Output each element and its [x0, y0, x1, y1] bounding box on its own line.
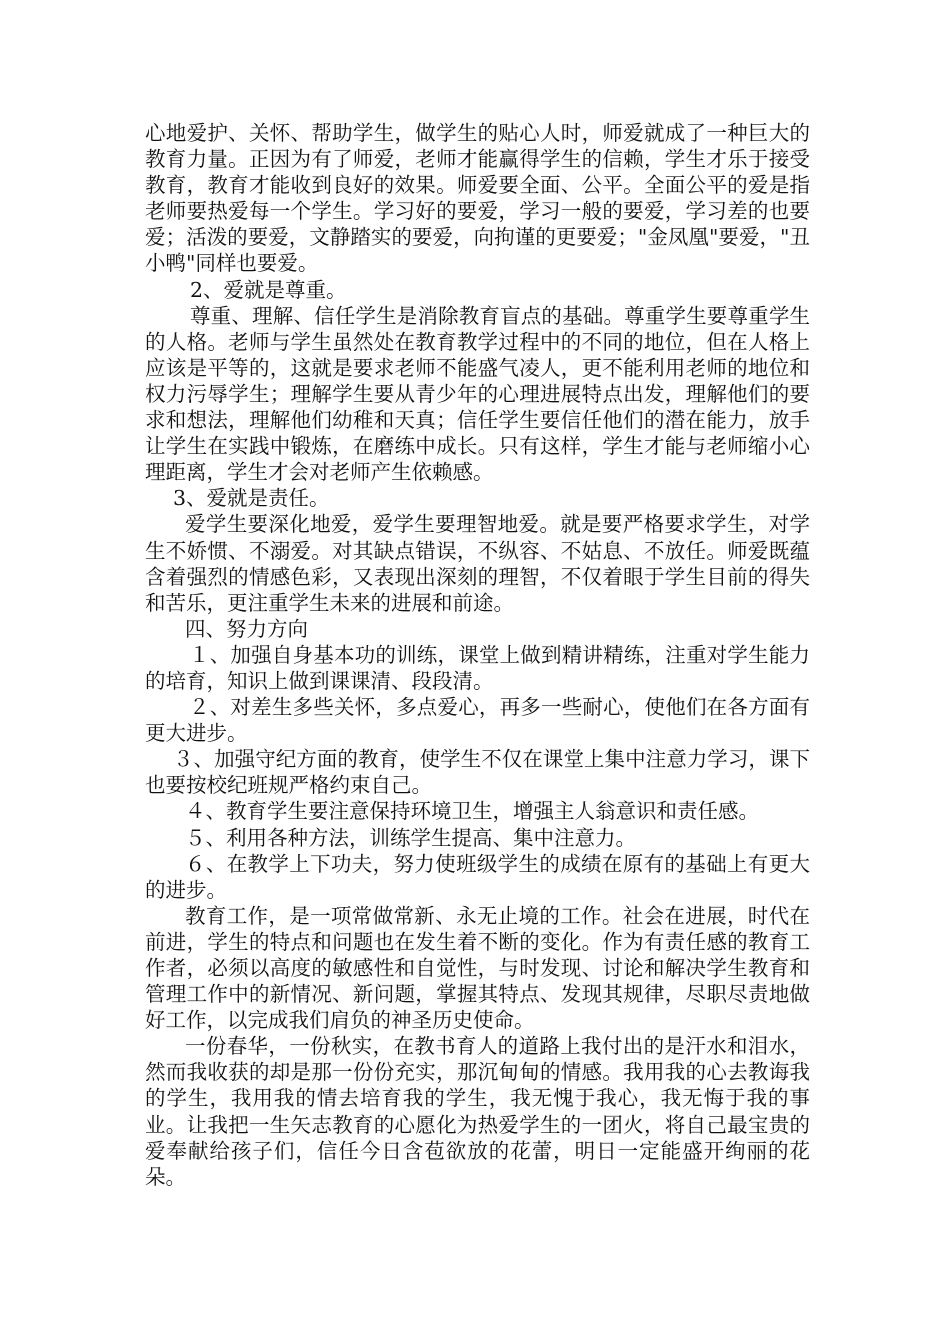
list-item-1: １、加强自身基本功的训练，课堂上做到精讲精练，注重对学生能力的培育，知识上做到课课清、段段清。	[145, 642, 810, 693]
list-item-6: ６、在教学上下功夫，努力使班级学生的成绩在原有的基础上有更大的进步。	[145, 851, 810, 902]
heading-love-is-responsibility: 3、爱就是责任。	[173, 486, 330, 511]
paragraph-conclusion: 一份春华，一份秋实，在教书育人的道路上我付出的是汗水和泪水，然而我收获的却是那一份份充实，那沉甸甸的情感。我用我的心去教诲我的学生，我用我的情去培育我的学生，我无愧于我心，我无悔于我的事业。让我把一生矢志教育的心愿化为热爱学生的一团火，将自己最宝贵的爱奉献给孩子们，信任今日含苞欲放的花蕾，明日一定能盛开绚丽的花朵。	[145, 1034, 810, 1189]
heading-love-is-respect: 2、爱就是尊重。	[190, 277, 347, 302]
list-item-3: ３、加强守纪方面的教育，使学生不仅在课堂上集中注意力学习，课下也要按校纪班规严格约束自己。	[145, 747, 810, 798]
list-item-5: ５、利用各种方法，训练学生提高、集中注意力。	[185, 825, 636, 850]
paragraph-teacher-love: 心地爱护、关怀、帮助学生，做学生的贴心人时，师爱就成了一种巨大的教育力量。正因为有了师爱，老师才能赢得学生的信赖，学生才乐于接受教育，教育才能收到良好的效果。师爱要全面、公平。全面公平的爱是指老师要热爱每一个学生。学习好的要爱，学习一般的要爱，学习差的也要爱；活泼的要爱，文静踏实的要爱，向拘谨的更要爱；"金凤凰"要爱，"丑小鸭"同样也要爱。	[145, 121, 810, 276]
paragraph-responsibility: 爱学生要深化地爱，爱学生要理智地爱。就是要严格要求学生，对学生不娇惯、不溺爱。对其缺点错误，不纵容、不姑息、不放任。师爱既蕴含着强烈的情感色彩，又表现出深刻的理智，不仅着眼于学生目前的得失和苦乐，更注重学生未来的进展和前途。	[145, 512, 810, 615]
list-item-2: ２、对差生多些关怀，多点爱心，再多一些耐心，使他们在各方面有更大进步。	[145, 695, 810, 746]
list-item-4: ４、教育学生要注意保持环境卫生，增强主人翁意识和责任感。	[185, 799, 759, 824]
heading-effort-direction: 四、努力方向	[185, 616, 308, 641]
paragraph-education-work: 教育工作，是一项常做常新、永无止境的工作。社会在进展，时代在前进，学生的特点和问题也在发生着不断的变化。作为有责任感的教育工作者，必须以高度的敏感性和自觉性，与时发现、讨论和解决学生教育和管理工作中的新情况、新问题，掌握其特点、发现其规律，尽职尽责地做好工作，以完成我们肩负的神圣历史使命。	[145, 903, 810, 1033]
document-body	[145, 120, 810, 1190]
paragraph-respect: 尊重、理解、信任学生是消除教育盲点的基础。尊重学生要尊重学生的人格。老师与学生虽然处在教育教学过程中的不同的地位，但在人格上应该是平等的，这就是要求老师不能盛气凌人，更不能利用老师的地位和权力污辱学生；理解学生要从青少年的心理进展特点出发，理解他们的要求和想法，理解他们幼稚和天真；信任学生要信任他们的潜在能力，放手让学生在实践中锻炼，在磨练中成长。只有这样，学生才能与老师缩小心理距离，学生才会对老师产生依赖感。	[145, 303, 810, 485]
